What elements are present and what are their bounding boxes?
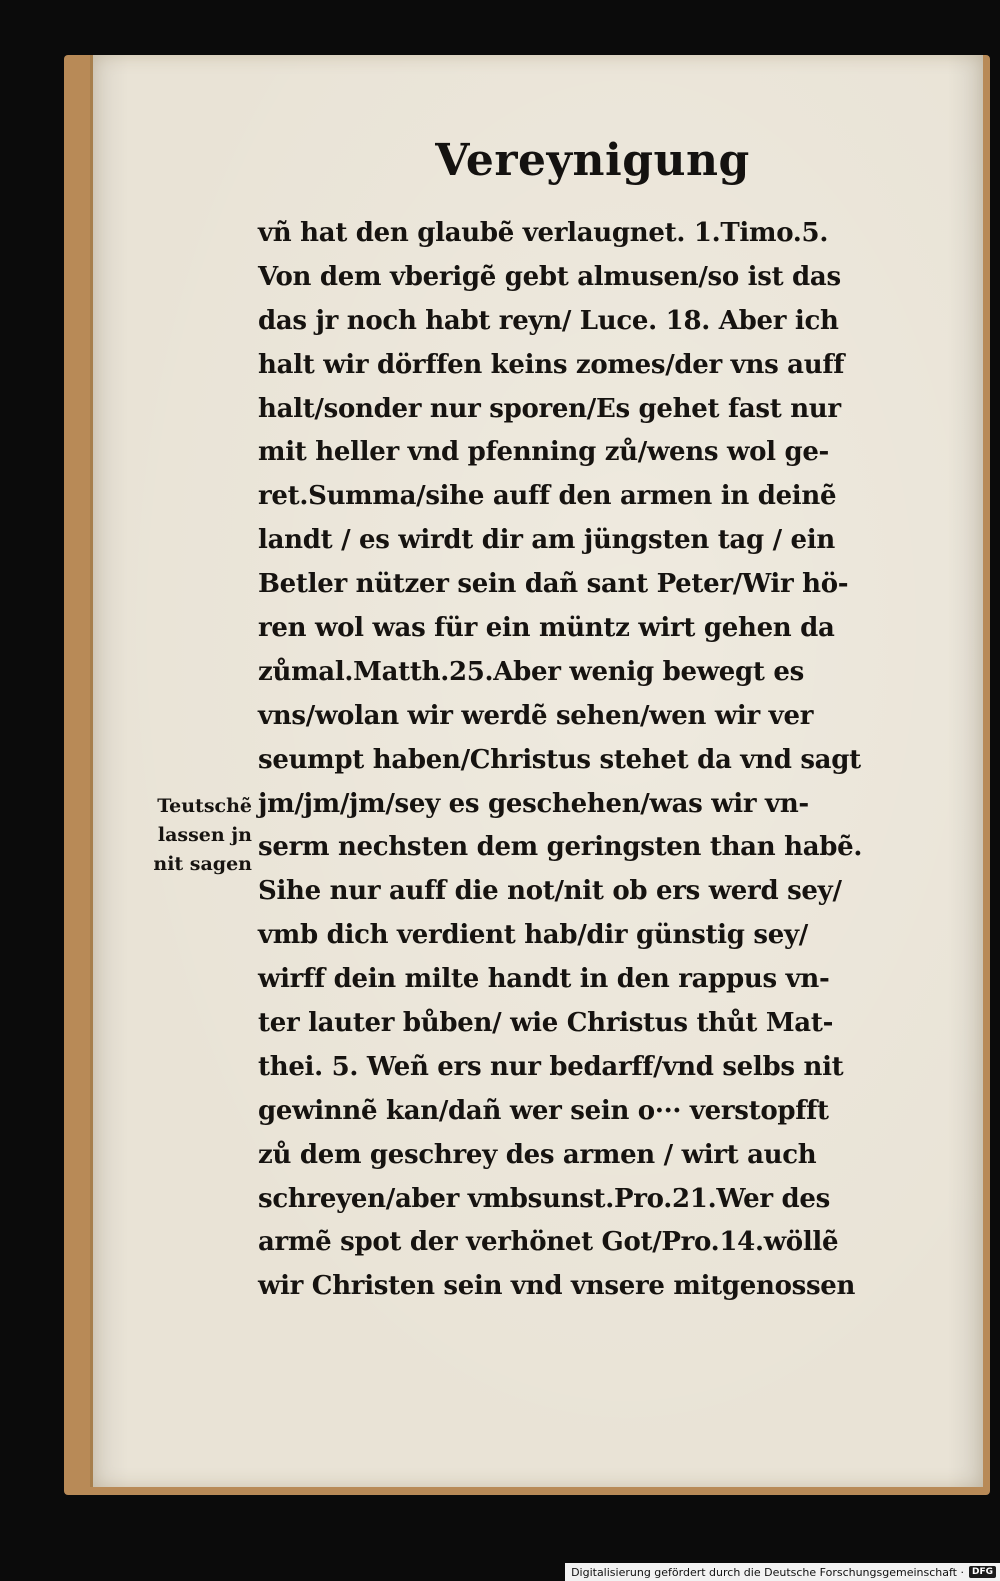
credit-text: Digitalisierung gefördert durch die Deutsche Forschungsgemeinschaft · [571,1565,964,1579]
text-line: Betler nützer sein dañ sant Peter/Wir hö- [258,569,849,600]
text-line: serm nechsten dem geringsten than habẽ. [258,832,863,863]
text-line: schreyen/aber vmbsunst.Pro.21.Wer des [258,1183,830,1214]
digitization-credit [565,1563,1000,1581]
text-line: Von dem vberigẽ gebt almusen/so ist das [258,261,841,292]
marginal-note-line: lassen jn [157,824,252,846]
text-line: jm/jm/jm/sey es geschehen/was wir vn- [258,788,809,819]
text-line: vns/wolan wir werdẽ sehen/wen wir ver [258,700,814,731]
marginal-note-line: Teutschẽ [157,795,252,817]
running-head: Vereynigung [435,135,750,186]
text-line: vmb dich verdient hab/dir günstig sey/ [258,920,808,951]
marginal-note-line: nit sagen [153,853,252,875]
text-line: halt/sonder nur sporen/Es gehet fast nur [258,393,841,424]
text-line: halt wir dörffen keins zomes/der vns auff [258,349,845,380]
text-line: Sihe nur auff die not/nit ob ers werd sey/ [258,876,842,907]
text-line: vñ hat den glaubẽ verlaugnet. 1.Timo.5. [258,218,829,248]
text-line: ret.Summa/sihe auff den armen in deinẽ [258,481,837,512]
text-line: wirff dein milte handt in den rappus vn- [258,964,830,995]
text-line: zůmal.Matth.25.Aber wenig bewegt es [258,656,804,687]
text-line: ter lauter bůben/ wie Christus thůt Mat- [258,1008,834,1039]
text-line: wir Christen sein vnd vnsere mitgenossen [258,1271,856,1302]
text-line: ren wol was für ein müntz wirt gehen da [258,613,835,644]
marginal-note [112,792,252,879]
text-line: armẽ spot der verhönet Got/Pro.14.wöllẽ [258,1227,839,1258]
text-line: mit heller vnd pfenning zů/wens wol ge- [258,437,830,468]
text-line: seumpt haben/Christus stehet da vnd sagt [258,744,861,775]
text-line: landt / es wirdt dir am jüngsten tag / ein [258,525,835,556]
text-line: zů dem geschrey des armen / wirt auch [258,1139,817,1170]
text-line: gewinnẽ kan/dañ wer sein o··· verstopfft [258,1095,829,1126]
body-text [258,212,958,1309]
dfg-logo: DFG [969,1566,996,1578]
text-line: das jr noch habt reyn/ Luce. 18. Aber ich [258,305,839,336]
text-line: thei. 5. Weñ ers nur bedarff/vnd selbs nit [258,1051,844,1082]
